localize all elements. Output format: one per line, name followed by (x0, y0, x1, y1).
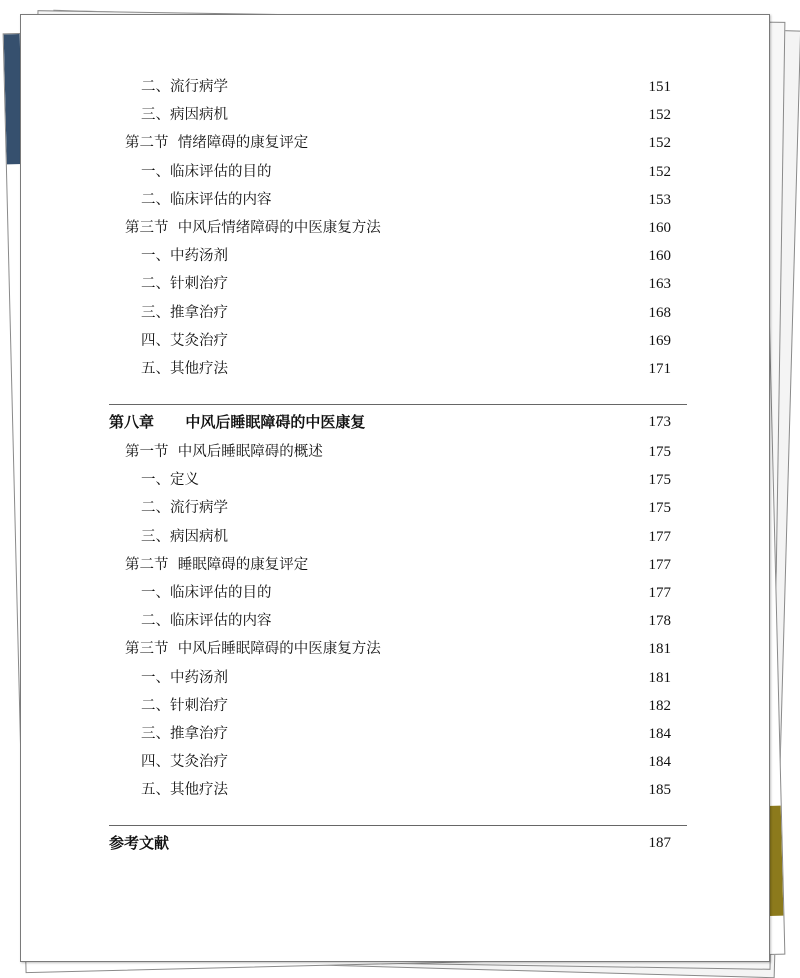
toc-entry-title: 一、临床评估的目的 (141, 585, 272, 601)
toc-subsection-row[interactable] (21, 301, 769, 325)
toc-entry-title: 二、临床评估的内容 (141, 191, 272, 208)
toc-page-number: 177 (648, 556, 671, 573)
toc-page-number: 171 (648, 361, 671, 377)
toc-entry-title: 三、推拿治疗 (141, 726, 228, 742)
toc-entry-title: 第三节 中风后情绪障碍的中医康复方法 (125, 220, 381, 236)
toc-subsection-row[interactable] (21, 694, 769, 718)
toc-entry-title: 三、病因病机 (141, 528, 228, 545)
toc-page-number: 151 (648, 79, 671, 95)
toc-subsection-row[interactable] (21, 666, 769, 690)
toc-references-row[interactable] (21, 831, 769, 855)
toc-page-number: 168 (648, 304, 671, 321)
toc-subsection-row[interactable] (21, 722, 769, 746)
chapter-divider (109, 404, 687, 405)
toc-page-number: 160 (648, 220, 671, 236)
toc-page-number: 177 (648, 585, 671, 601)
toc-page-number: 163 (648, 276, 671, 293)
toc-subsection-row[interactable] (21, 750, 769, 774)
toc-page-number: 181 (648, 669, 671, 686)
toc-page-number: 169 (648, 332, 671, 349)
toc-page-number: 152 (648, 163, 671, 180)
toc-section-row[interactable] (21, 553, 769, 577)
toc-subsection-row[interactable] (21, 160, 769, 184)
toc-entry-title: 一、中药汤剂 (141, 669, 228, 686)
toc-entry-title: 第二节 睡眠障碍的康复评定 (125, 556, 309, 573)
toc-subsection-row[interactable] (21, 188, 769, 212)
toc-entry-title: 第一节 中风后睡眠障碍的概述 (125, 444, 323, 460)
references-divider (109, 825, 687, 826)
toc-subsection-row[interactable] (21, 329, 769, 353)
toc-chapter-row[interactable] (21, 410, 769, 434)
toc-entry-title: 二、针刺治疗 (141, 697, 228, 714)
toc-entry-title: 二、流行病学 (141, 500, 228, 517)
toc-page-number: 185 (648, 782, 671, 799)
toc-page-number: 187 (648, 835, 671, 851)
toc-page-number: 175 (648, 444, 671, 460)
toc-subsection-row[interactable] (21, 609, 769, 633)
toc-entry-title: 第三节 中风后睡眠障碍的中医康复方法 (125, 641, 381, 658)
toc-section-row[interactable] (21, 440, 769, 464)
toc-references-title: 参考文献 (109, 834, 170, 852)
toc-page-number: 178 (648, 613, 671, 630)
toc-page (20, 14, 770, 962)
toc-entry-title: 二、流行病学 (141, 79, 228, 95)
toc-entry-title: 四、艾灸治疗 (141, 332, 228, 349)
toc-subsection-row[interactable] (21, 581, 769, 605)
toc-subsection-row[interactable] (21, 496, 769, 520)
toc-section-row[interactable] (21, 216, 769, 240)
toc-entry-title: 三、病因病机 (141, 107, 228, 124)
toc-entry-title: 二、针刺治疗 (141, 276, 228, 293)
toc-entry-title: 第二节 情绪障碍的康复评定 (125, 135, 309, 152)
toc-page-number: 181 (648, 641, 671, 658)
toc-entry-title: 一、临床评估的目的 (141, 163, 272, 180)
toc-entry-title: 四、艾灸治疗 (141, 754, 228, 771)
toc-page-number: 152 (648, 107, 671, 124)
toc-entry-title: 五、其他疗法 (141, 361, 228, 377)
toc-page-number: 173 (648, 414, 671, 430)
toc-entry-title: 三、推拿治疗 (141, 304, 228, 321)
toc-chapter-title: 第八章 中风后睡眠障碍的中医康复 (109, 413, 366, 431)
toc-subsection-row[interactable] (21, 525, 769, 549)
toc-subsection-row[interactable] (21, 468, 769, 492)
toc-page-number: 184 (648, 754, 671, 771)
toc-entry-title: 一、定义 (141, 472, 199, 489)
toc-page-number: 152 (648, 135, 671, 152)
toc-subsection-row[interactable] (21, 778, 769, 802)
toc-subsection-row[interactable] (21, 75, 769, 99)
toc-section-row[interactable] (21, 637, 769, 661)
toc-page-number: 160 (648, 248, 671, 265)
toc-page-number: 175 (648, 500, 671, 517)
toc-subsection-row[interactable] (21, 244, 769, 268)
toc-page-number: 177 (648, 528, 671, 545)
toc-subsection-row[interactable] (21, 357, 769, 381)
toc-subsection-row[interactable] (21, 103, 769, 127)
toc-page-number: 184 (648, 726, 671, 742)
toc-subsection-row[interactable] (21, 272, 769, 296)
toc-entry-title: 五、其他疗法 (141, 782, 228, 799)
toc-page-number: 175 (648, 472, 671, 489)
toc-entry-title: 二、临床评估的内容 (141, 613, 272, 630)
toc-page-number: 153 (648, 191, 671, 208)
toc-entry-title: 一、中药汤剂 (141, 248, 228, 265)
toc-section-row[interactable] (21, 131, 769, 155)
toc-page-number: 182 (648, 697, 671, 714)
